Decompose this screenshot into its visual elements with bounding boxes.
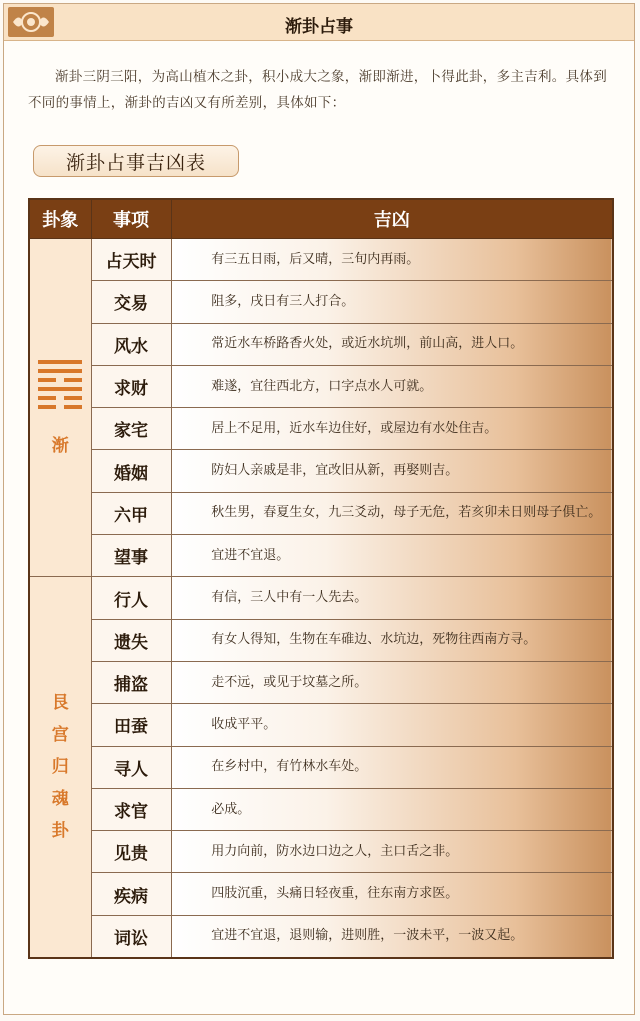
fortune-cell xyxy=(171,365,613,407)
fortune-text: 走不远，或见于坟墓之所。 xyxy=(211,674,368,690)
fortune-cell xyxy=(171,408,613,450)
fortune-text: 有女人得知，生物在车碓边、水坑边，死物往西南方寻。 xyxy=(211,632,537,648)
fortune-text: 有三五日雨，后又晴，三旬内再雨。 xyxy=(211,251,420,267)
fortune-cell xyxy=(171,873,613,915)
fortune-text: 宜进不宜退。 xyxy=(211,547,290,563)
table-row xyxy=(29,577,613,619)
guaxiang-lower-char: 魂 xyxy=(51,789,69,810)
item-cell: 寻人 xyxy=(91,746,171,788)
guaxiang-lower-char: 宫 xyxy=(51,725,69,746)
fortune-cell xyxy=(171,915,613,958)
item-cell: 求财 xyxy=(91,365,171,407)
header-bar xyxy=(4,4,634,41)
page-title: 渐卦占事 xyxy=(285,17,353,37)
guaxiang-lower-cell xyxy=(29,577,91,958)
fortune-text: 必成。 xyxy=(211,801,251,817)
item-cell: 疾病 xyxy=(91,873,171,915)
table-row xyxy=(29,746,613,788)
item-cell: 见贵 xyxy=(91,831,171,873)
fortune-cell xyxy=(171,577,613,619)
fortune-text: 阻多，戌日有三人打合。 xyxy=(211,293,355,309)
table-row xyxy=(29,788,613,830)
table-row xyxy=(29,492,613,534)
item-cell: 交易 xyxy=(91,281,171,323)
fortune-text: 收成平平。 xyxy=(211,716,277,732)
guaxiang-lower-char: 卦 xyxy=(51,821,69,842)
section-label: 渐卦占事吉凶表 xyxy=(33,145,239,177)
table-header-row xyxy=(29,199,613,239)
fortune-cell xyxy=(171,619,613,661)
item-cell: 婚姻 xyxy=(91,450,171,492)
fortune-cell xyxy=(171,323,613,365)
fortune-text: 宜进不宜退，退则输，进则胜，一波未平，一波又起。 xyxy=(211,928,524,944)
fortune-text: 四肢沉重，头痛日轻夜重，往东南方求医。 xyxy=(211,886,459,902)
fortune-text: 居上不足用，近水车边住好，或屋边有水处住吉。 xyxy=(211,420,498,436)
fortune-cell xyxy=(171,535,613,577)
table-row xyxy=(29,408,613,450)
fortune-text: 秋生男，春夏生女，九三爻动，母子无危，若亥卯未日则母子俱亡。 xyxy=(211,505,602,521)
fortune-cell xyxy=(171,239,613,281)
item-cell: 捕盗 xyxy=(91,661,171,703)
item-cell: 田蚕 xyxy=(91,704,171,746)
table-row xyxy=(29,281,613,323)
table-row xyxy=(29,239,613,281)
item-cell: 望事 xyxy=(91,535,171,577)
header-item: 事项 xyxy=(91,199,171,239)
fortune-cell xyxy=(171,492,613,534)
fortune-cell xyxy=(171,450,613,492)
guaxiang-lower-char: 归 xyxy=(51,757,69,778)
header-guaxiang: 卦象 xyxy=(29,199,91,239)
fortune-text: 在乡村中，有竹林水车处。 xyxy=(211,759,368,775)
item-cell: 词讼 xyxy=(91,915,171,958)
table-row xyxy=(29,450,613,492)
guaxiang-upper-cell xyxy=(29,239,91,577)
fortune-cell xyxy=(171,831,613,873)
fortune-cell xyxy=(171,788,613,830)
table-row xyxy=(29,323,613,365)
item-cell: 行人 xyxy=(91,577,171,619)
fortune-text: 用力向前，防水边口边之人，主口舌之非。 xyxy=(211,843,459,859)
table-row xyxy=(29,619,613,661)
guaxiang-upper-label: 渐 xyxy=(51,435,69,456)
header-fortune: 吉凶 xyxy=(171,199,613,239)
fortune-cell xyxy=(171,661,613,703)
item-cell: 风水 xyxy=(91,323,171,365)
item-cell: 占天时 xyxy=(91,239,171,281)
hexagram-icon xyxy=(38,360,82,409)
fortune-table xyxy=(28,198,614,959)
item-cell: 六甲 xyxy=(91,492,171,534)
table-row xyxy=(29,915,613,958)
table-row xyxy=(29,873,613,915)
intro-paragraph: 渐卦三阴三阳，为高山植木之卦，积小成大之象，渐即渐进，卜得此卦，多主吉利。具体到不同的事情上，渐卦的吉凶又有所差别，具体如下： xyxy=(28,69,607,111)
guaxiang-lower-char: 艮 xyxy=(51,693,69,714)
fortune-text: 难遂，宜往西北方，口字点水人可就。 xyxy=(211,378,433,394)
fortune-text: 防妇人亲戚是非，宜改旧从新，再娶则吉。 xyxy=(211,463,459,479)
table-row xyxy=(29,535,613,577)
fortune-cell xyxy=(171,746,613,788)
fortune-cell xyxy=(171,281,613,323)
table-row xyxy=(29,661,613,703)
fortune-text: 常近水车桥路香火处，或近水坑圳，前山高，进人口。 xyxy=(211,336,524,352)
item-cell: 家宅 xyxy=(91,408,171,450)
fortune-cell xyxy=(171,704,613,746)
table-row xyxy=(29,365,613,407)
table-row xyxy=(29,704,613,746)
item-cell: 求官 xyxy=(91,788,171,830)
item-cell: 遗失 xyxy=(91,619,171,661)
fortune-text: 有信，三人中有一人先去。 xyxy=(211,590,368,606)
table-row xyxy=(29,831,613,873)
